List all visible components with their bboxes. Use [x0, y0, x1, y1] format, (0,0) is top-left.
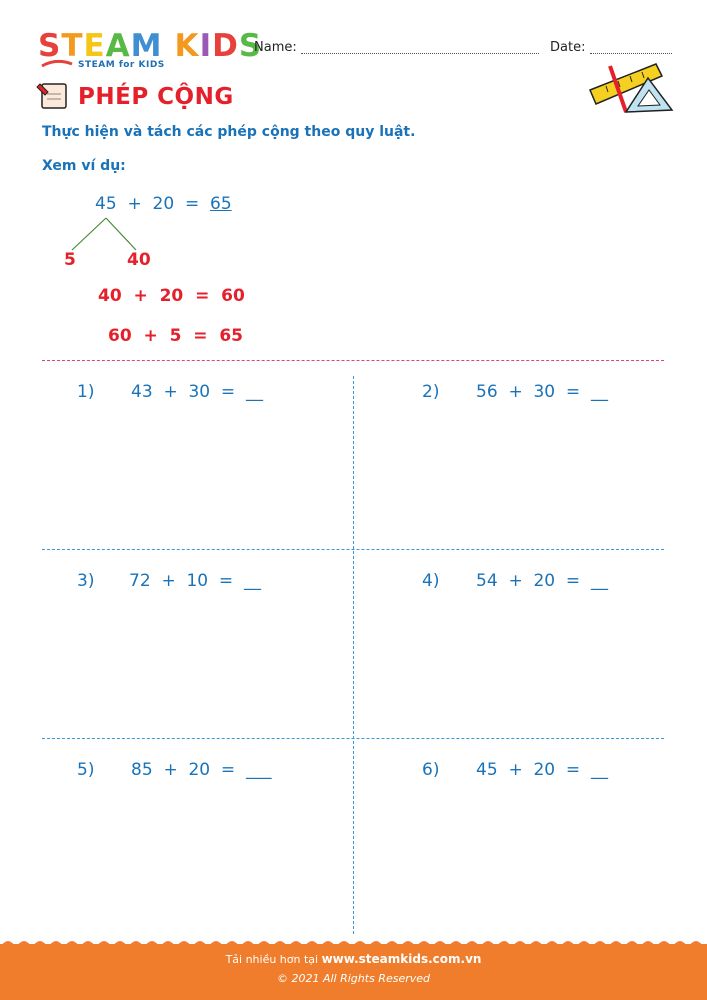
- logo-swoosh-icon: [40, 58, 74, 70]
- logo-letter: D: [212, 28, 239, 64]
- problem-expression: 72 + 10 = __: [129, 571, 261, 591]
- example-plus: +: [127, 194, 142, 214]
- problem-expression: 85 + 20 = ___: [131, 760, 272, 780]
- pencil-paper-icon: [36, 80, 72, 112]
- ruler-triangle-icon: [586, 60, 676, 118]
- problem-expression: 56 + 30 = __: [476, 382, 608, 402]
- problem-expression: 45 + 20 = __: [476, 760, 608, 780]
- name-field[interactable]: [301, 53, 539, 54]
- grid-row-divider: [42, 549, 664, 550]
- problem-expression: 54 + 20 = __: [476, 571, 608, 591]
- logo-letter: S: [238, 28, 263, 64]
- name-label: Name:: [254, 40, 297, 55]
- problem-number: 3): [77, 571, 95, 591]
- footer-site-link[interactable]: www.steamkids.com.vn: [321, 952, 482, 966]
- problem-number: 2): [422, 382, 440, 402]
- example-operand-b: 20: [152, 194, 175, 214]
- logo-subtitle: STEAM for KIDS: [78, 60, 165, 70]
- split-right-value: 40: [127, 250, 151, 270]
- date-field[interactable]: [590, 53, 672, 54]
- date-label: Date:: [550, 40, 586, 55]
- page-title: PHÉP CỘNG: [78, 84, 234, 110]
- footer-download-text: Tải nhiều hơn tại www.steamkids.com.vn: [225, 952, 482, 966]
- example-step-1: 40 + 20 = 60: [98, 286, 245, 306]
- example-equals: =: [184, 194, 200, 214]
- example-result: 65: [210, 194, 232, 214]
- problem-number: 5): [77, 760, 95, 780]
- grid-row-divider: [42, 738, 664, 739]
- problem-expression: 43 + 30 = __: [131, 382, 263, 402]
- grid-vertical-divider: [353, 376, 354, 934]
- example-label: Xem ví dụ:: [42, 158, 126, 174]
- split-lines: [66, 214, 146, 254]
- logo-letter: T: [61, 28, 84, 64]
- problem-number: 1): [77, 382, 95, 402]
- section-divider: [42, 360, 664, 361]
- logo-letter: S: [38, 28, 62, 64]
- logo-letter: I: [199, 28, 213, 64]
- logo-letter: A: [105, 28, 131, 64]
- example-step-2: 60 + 5 = 65: [108, 326, 243, 346]
- logo-letter: K: [174, 28, 200, 64]
- instruction-text: Thực hiện và tách các phép cộng theo quy luật.: [42, 124, 416, 140]
- split-left-value: 5: [64, 250, 76, 270]
- logo-letter: M: [130, 28, 163, 64]
- example-equation: [95, 194, 232, 214]
- problem-number: 6): [422, 760, 440, 780]
- footer-copyright: © 2021 All Rights Reserved: [276, 972, 430, 985]
- logo-letter: E: [83, 28, 106, 64]
- problem-number: 4): [422, 571, 440, 591]
- example-operand-a: 45: [95, 194, 117, 214]
